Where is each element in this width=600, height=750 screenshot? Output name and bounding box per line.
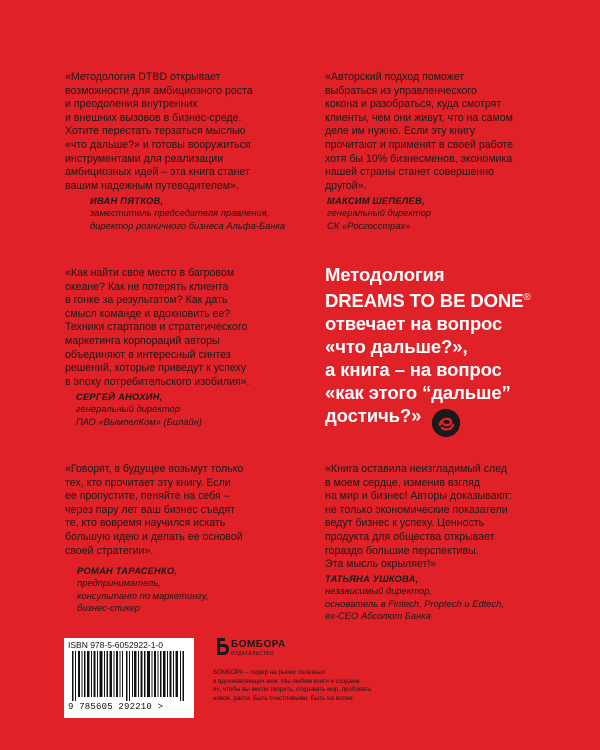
quote-tarasenko-text: «Говорят, в будущее возьмут только тех, кто прочитает эту книгу. Если ее пропустите, пеняйте на себя – через пару лет ваш бизнес съедят те, кто вовремя научился искать большую идею и делать ее основой своей стратегии». (65, 463, 244, 557)
author-role: заместитель председателя правления, директор розничного бизнеса Альфа-Банка (90, 207, 286, 231)
quote-pyatkov-text: «Методология DTBD открывает возможности для амбициозного роста и преодоления внутренних и внешних вызовов в бизнес-среде. Хотите перестать терзаться мыслью «что дальше?» и готовы вооружиться инструментами для реализации амбициозных идей – эта книга станет вашим надежным путеводителем». (65, 71, 253, 192)
headline-rest: отвечает на вопрос «что дальше?», а книга – на вопрос «как этого “дальше” достичь?» (325, 313, 511, 427)
quote-shepelev-author (327, 195, 431, 232)
registered-mark: ® (523, 292, 531, 303)
bombora-logo-icon (214, 636, 230, 656)
publisher-description: БОМБОРА – лидер на рынке полезных и вдохновляющих книг. Мы любим книги и создаем их, чтобы вы могли творить, открывать мир, пробовать новое, расти. Быть счастливыми. Быть на волне. (213, 669, 372, 702)
barcode-digits: 9 785605 292210 > (68, 702, 164, 712)
author-name: РОМАН ТАРАСЕНКО, (77, 565, 178, 576)
author-name: ТАТЬЯНА УШКОВА, (325, 573, 419, 584)
quote-anokhin-author (76, 391, 202, 428)
quote-ushkova-text: «Книга оставила неизгладимый след в моем сердце, изменив взгляд на мир и бизнес! Авторы доказывают: не только экономические показатели ведут бизнес к успеху. Ценность продукта для общества открывает гораздо большие перспективы. Эта мысль окрыляет!» (325, 463, 512, 571)
headline-line1: Методология (325, 264, 445, 285)
author-role: независимый директор, основатель в Fintech, Proptech и Edtech, ex-CEO Абсолют Банка (325, 585, 504, 622)
quote-tarasenko-author (77, 565, 209, 615)
isbn-barcode (64, 638, 194, 718)
dtbd-logo-icon (432, 409, 460, 437)
quote-ushkova-author (325, 573, 504, 623)
author-role: генеральный директор ПАО «ВымпелКом» (Билайн) (76, 403, 202, 427)
publisher-name: БОМБОРА (231, 639, 286, 650)
headline (325, 263, 531, 427)
author-role: генеральный директор СК «Росгосстрах» (327, 207, 432, 231)
author-name: СЕРГЕЙ АНОХИН, (76, 391, 163, 402)
headline-brand: DREAMS TO BE DONE (325, 290, 524, 312)
publisher-subtitle: ИЗДАТЕЛЬСТВО (231, 651, 274, 657)
author-role: предприниматель, консультант по маркетингу, бизнес-спикер (77, 577, 209, 614)
quote-shepelev-text: «Авторский подход поможет выбраться из управленческого кокона и разобраться, куда смотрят клиенты, чем они живут, что на самом деле им нужно. Если эту книгу прочитают и применят в своей работе хотя бы 10% бизнесменов, экономика нашей страны станет совершенно другой». (325, 71, 513, 192)
barcode-icon (72, 651, 186, 701)
author-name: ИВАН ПЯТКОВ, (90, 195, 164, 206)
author-name: МАКСИМ ШЕПЕЛЕВ, (327, 195, 425, 206)
isbn-label: ISBN 978-5-6052922-1-0 (68, 640, 163, 650)
quote-anokhin-text: «Как найти свое место в багровом океане? Как не потерять клиента в гонке за результатом? Как дать смысл команде и вдохновить ее? Техники стартапов и стратегического маркетинга корпораций авторы объединяют в интересный синтез решений, которые приведут к успеху в эпоху потребительского изобилия». (65, 267, 250, 388)
quote-pyatkov-author (90, 195, 285, 232)
